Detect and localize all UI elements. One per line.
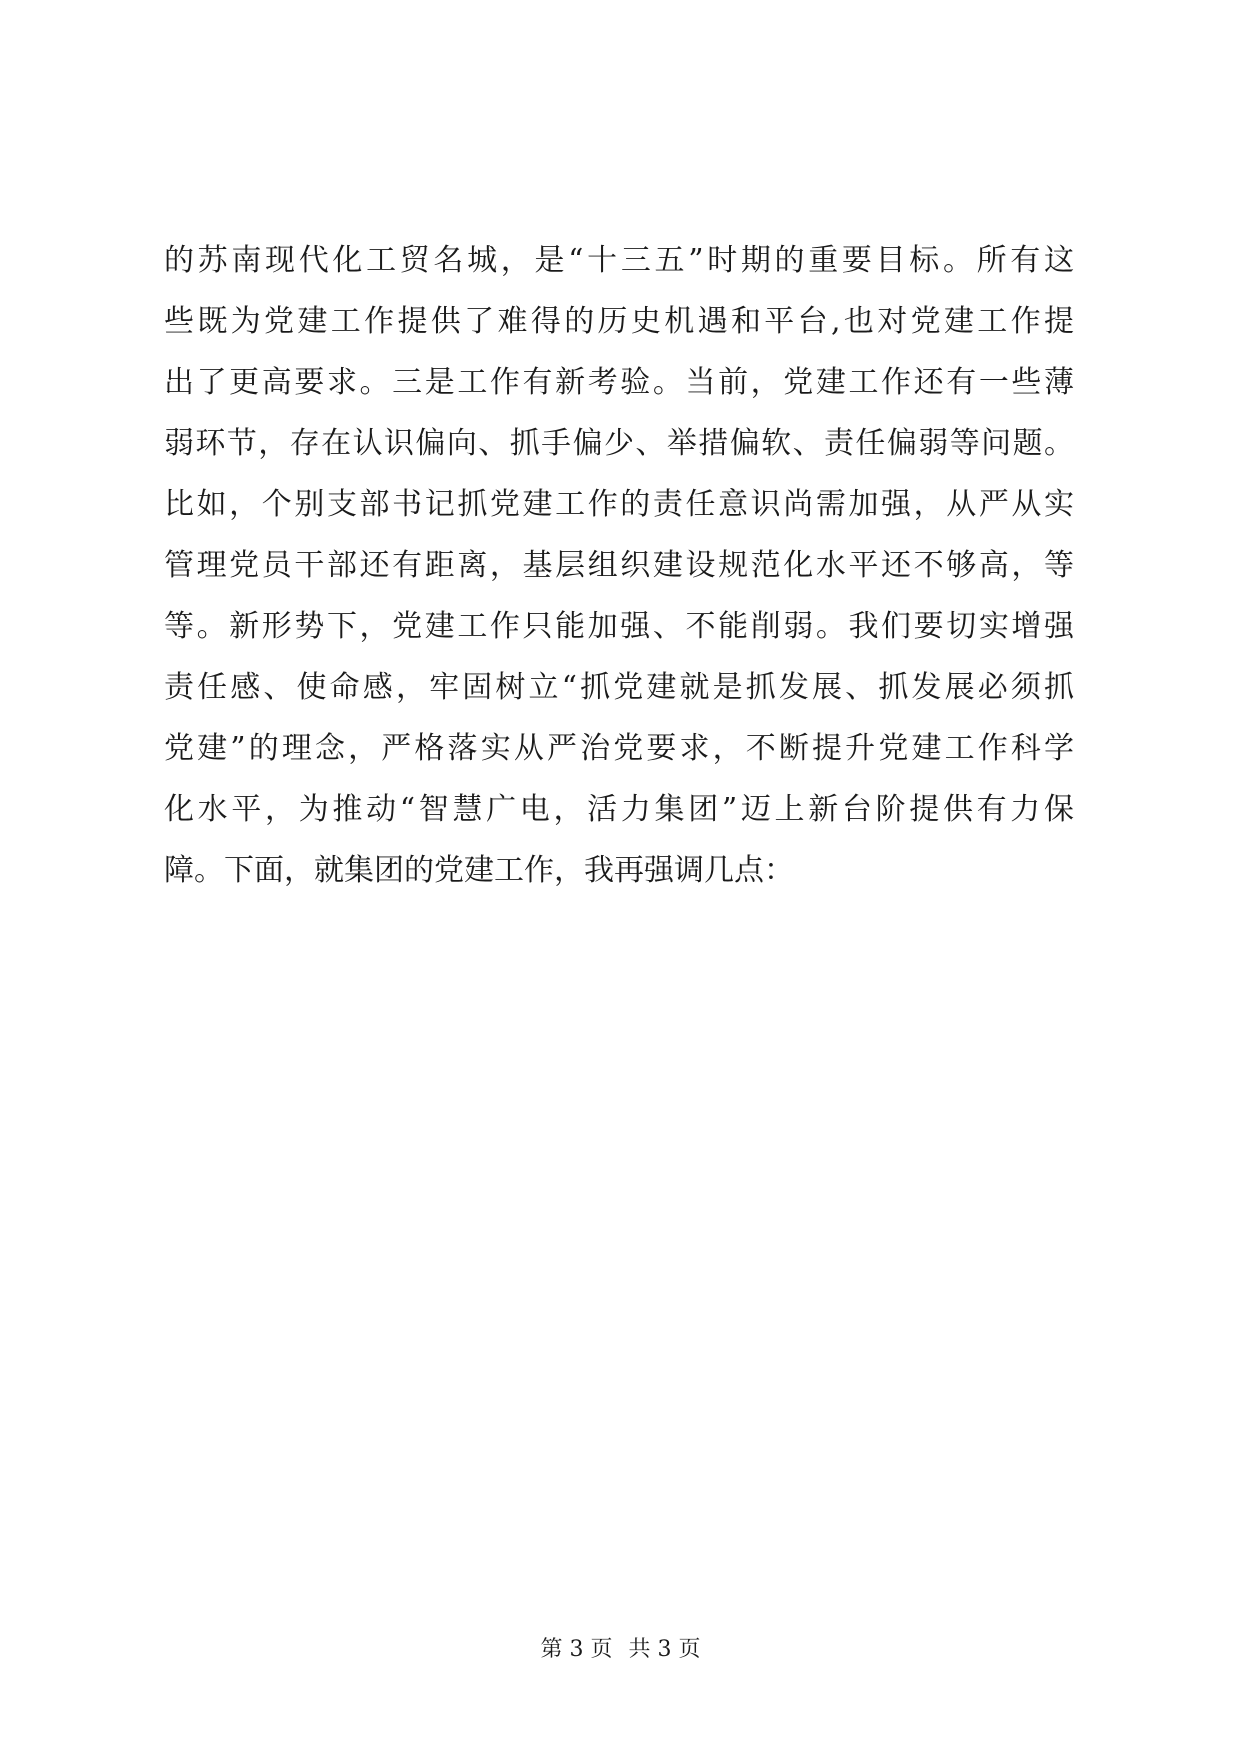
document-body <box>164 230 1074 901</box>
page-footer <box>0 1632 1241 1663</box>
body-line: 等。新形势下，党建工作只能加强、不能削弱。我们要切实增强 <box>164 609 1074 644</box>
body-line: 化水平，为推动“智慧广电，活力集团”迈上新台阶提供有力保 <box>164 792 1074 827</box>
body-line: 的苏南现代化工贸名城，是“十三五”时期的重要目标。所有这 <box>164 243 1074 278</box>
page-number-total: 共 3 页 <box>628 1637 701 1662</box>
body-line: 弱环节，存在认识偏向、抓手偏少、举措偏软、责任偏弱等问题。 <box>164 426 1074 461</box>
body-line: 管理党员干部还有距离，基层组织建设规范化水平还不够高，等 <box>164 548 1074 583</box>
body-line: 障。下面，就集团的党建工作，我再强调几点： <box>164 853 794 888</box>
page-number-current: 第 3 页 <box>540 1637 613 1662</box>
body-line: 党建”的理念，严格落实从严治党要求，不断提升党建工作科学 <box>164 731 1074 766</box>
body-line: 责任感、使命感，牢固树立“抓党建就是抓发展、抓发展必须抓 <box>164 670 1074 705</box>
body-line: 比如，个别支部书记抓党建工作的责任意识尚需加强，从严从实 <box>164 487 1074 522</box>
body-line: 些既为党建工作提供了难得的历史机遇和平台,也对党建工作提 <box>164 304 1074 339</box>
body-line: 出了更高要求。三是工作有新考验。当前，党建工作还有一些薄 <box>164 365 1074 400</box>
